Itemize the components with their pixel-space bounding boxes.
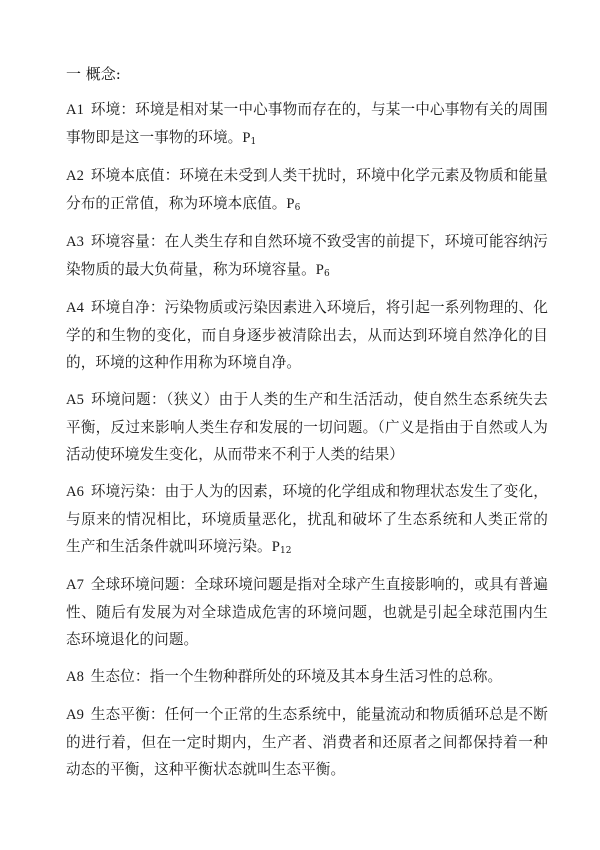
page-reference: P (271, 539, 280, 555)
entry-code: A3 (66, 234, 85, 250)
definition-entry-a3 (66, 228, 548, 284)
definition-entry-a9 (66, 701, 548, 783)
definition-entry-a7 (66, 571, 548, 653)
section-heading: 一 概念: (66, 65, 121, 83)
definition-entry-a8 (66, 663, 548, 691)
entry-text: 环境污染：由于人为的因素，环境的化学组成和物理状态发生了变化，与原来的情况相比，环境质量恶化，扰乱和破坏了生态系统和人类正常的生产和生活条件就叫环境污染。 (66, 483, 548, 555)
definition-entry-a6 (66, 478, 548, 561)
page-reference-number: 1 (250, 137, 257, 147)
definition-entry-a4 (66, 294, 548, 376)
definition-entry-a5 (66, 386, 548, 468)
entry-text: 全球环境问题：全球环境问题是指对全球产生直接影响的，或具有普遍性、随后有发展为对全球造成危害的环境问题，也就是引起全球范围内生态环境退化的问题。 (66, 576, 548, 648)
page-reference-number: 6 (294, 203, 301, 213)
entry-text: 生态位：指一个生物种群所处的环境及其本身生活习性的总称。 (90, 668, 503, 685)
entry-code: A8 (66, 669, 85, 685)
definition-entry-a2 (66, 162, 548, 218)
entry-code: A1 (66, 102, 85, 118)
entry-code: A7 (66, 577, 85, 593)
page-reference: P (315, 262, 325, 278)
definition-entry-a1 (66, 96, 548, 152)
entry-code: A4 (66, 300, 85, 316)
entry-text: 生态平衡：任何一个正常的生态系统中，能量流动和物质循环总是不断的进行着，但在一定时期内，生产者、消费者和还原者之间都保持着一种动态的平衡，这种平衡状态就叫生态平衡。 (66, 706, 548, 778)
page-reference: P (242, 130, 251, 146)
entry-code: A6 (66, 484, 85, 500)
entry-code: A2 (66, 168, 85, 184)
page-reference-number: 12 (279, 546, 292, 556)
entry-text: 环境问题：（狭义）由于人类的生产和生活活动，使自然生态系统失去平衡，反过来影响人类生存和发展的一切问题。（广义是指由于自然或人为活动使环境发生变化，从而带来不利于人类的结果） (66, 391, 548, 463)
entry-text: 环境容量：在人类生存和自然环境不致受害的前提下，环境可能容纳污染物质的最大负荷量，称为环境容量。 (66, 233, 548, 278)
page-reference: P (286, 196, 295, 212)
entry-text: 环境：环境是相对某一中心事物而存在的，与某一中心事物有关的周围事物即是这一事物的环境。 (66, 101, 548, 146)
entry-text: 环境本底值：环境在未受到人类干扰时，环境中化学元素及物质和能量分布的正常值，称为环境本底值。 (66, 167, 548, 212)
page-reference-number: 6 (324, 269, 330, 279)
entry-code: A9 (66, 707, 85, 723)
entry-text: 环境自净：污染物质或污染因素进入环境后，将引起一系列物理的、化学的和生物的变化，而自身逐步被清除出去，从而达到环境自然净化的目的，环境的这种作用称为环境自净。 (66, 299, 548, 371)
entry-code: A5 (66, 392, 85, 408)
definition-list (66, 96, 548, 793)
